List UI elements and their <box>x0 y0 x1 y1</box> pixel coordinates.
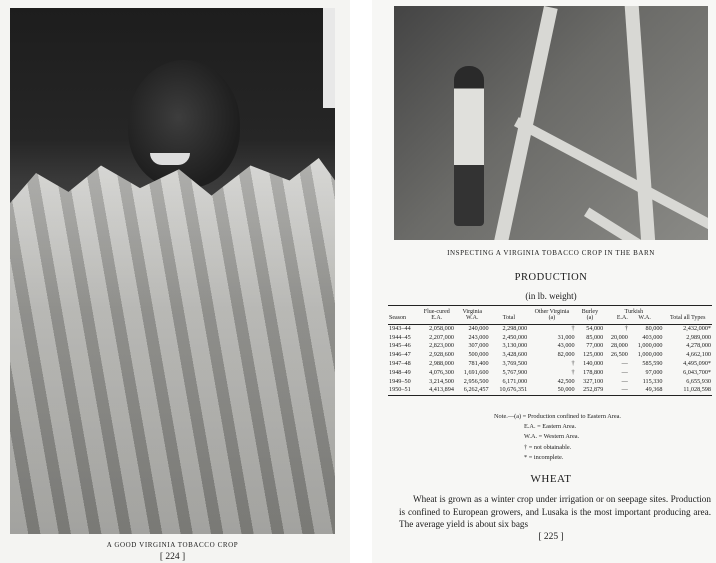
right-page <box>372 0 716 563</box>
table-row: 1949–50 3,214,500 2,956,500 6,171,000 42,500 327,100 — 115,330 6,655,930 <box>389 377 711 385</box>
wheat-paragraph: Wheat is grown as a winter crop under irrigation or on seepage sites. Production is confined to European growers, and Lusaka is the most important producing area. The average yield is about six bags <box>399 494 711 529</box>
barn-photo <box>394 6 708 240</box>
tobacco-crop-photo <box>10 8 335 534</box>
wheat-heading: WHEAT <box>530 473 572 485</box>
header-flue-cured: Flue-cured E.A. <box>419 308 455 324</box>
smile <box>150 153 190 165</box>
header-virginia: Virginia W.A. <box>455 308 490 324</box>
header-turkish: Turkish E.A. W.A. <box>604 308 663 324</box>
inspecting-woman <box>454 66 484 226</box>
tobacco-leaves <box>10 158 335 534</box>
table-row: 1950–51 4,413,894 6,262,457 10,676,351 50,000 252,879 — 49,368 11,028,598 <box>389 386 711 394</box>
production-subheading: (in lb. weight) <box>525 291 577 301</box>
production-table-body <box>388 324 712 398</box>
note-line: E.A. = Eastern Area. <box>524 423 577 431</box>
note-line: † = not obtainable. <box>524 443 572 451</box>
barn-pole <box>624 6 656 240</box>
table-row: 1948–49 4,076,300 1,691,600 5,767,900 † 178,800 — 97,000 6,043,700* <box>389 368 711 376</box>
boy-face <box>128 60 240 188</box>
right-photo-caption: INSPECTING A VIRGINIA TOBACCO CROP IN THE BARN <box>447 249 655 257</box>
table-row: 1943–44 2,058,000 240,000 2,298,000 † 54,000 † 80,000 2,432,000* <box>389 324 711 332</box>
photo-glare <box>323 8 335 108</box>
note-line: W.A. = Western Area. <box>524 433 580 441</box>
header-season: Season <box>388 308 419 324</box>
table-row: 1947–48 2,988,000 781,400 3,769,500 † 140,000 — 585,590 4,495,090* <box>389 359 711 367</box>
note-line: * = incomplete. <box>524 453 564 461</box>
header-total-all-types: Total all Types <box>664 308 713 324</box>
left-photo-caption: A GOOD VIRGINIA TOBACCO CROP <box>106 541 239 549</box>
left-page-number: [ 224 ] <box>159 552 186 562</box>
table-row: 1944–45 2,207,000 243,000 2,450,000 31,000 85,000 20,000 403,000 2,989,000 <box>389 333 711 341</box>
header-other-virginia: Other Virginia (a) <box>528 308 575 324</box>
left-page <box>0 0 350 563</box>
production-heading: PRODUCTION <box>514 272 588 283</box>
note-line: Note.—(a) = Production confined to Eastern Area. <box>494 413 622 420</box>
table-row: 1945–46 2,823,000 307,000 3,130,000 43,000 77,000 28,000 1,000,000 4,278,000 <box>389 342 711 350</box>
right-page-number: [ 225 ] <box>538 532 564 542</box>
table-row: 1946–47 2,928,600 500,000 3,428,600 82,000 125,000 26,500 1,000,000 4,662,100 <box>389 351 711 359</box>
header-total: Total <box>490 308 529 324</box>
book-gutter <box>350 0 372 563</box>
table-notes <box>494 412 621 463</box>
header-burley: Burley (a) <box>576 308 605 324</box>
production-table <box>388 305 712 398</box>
